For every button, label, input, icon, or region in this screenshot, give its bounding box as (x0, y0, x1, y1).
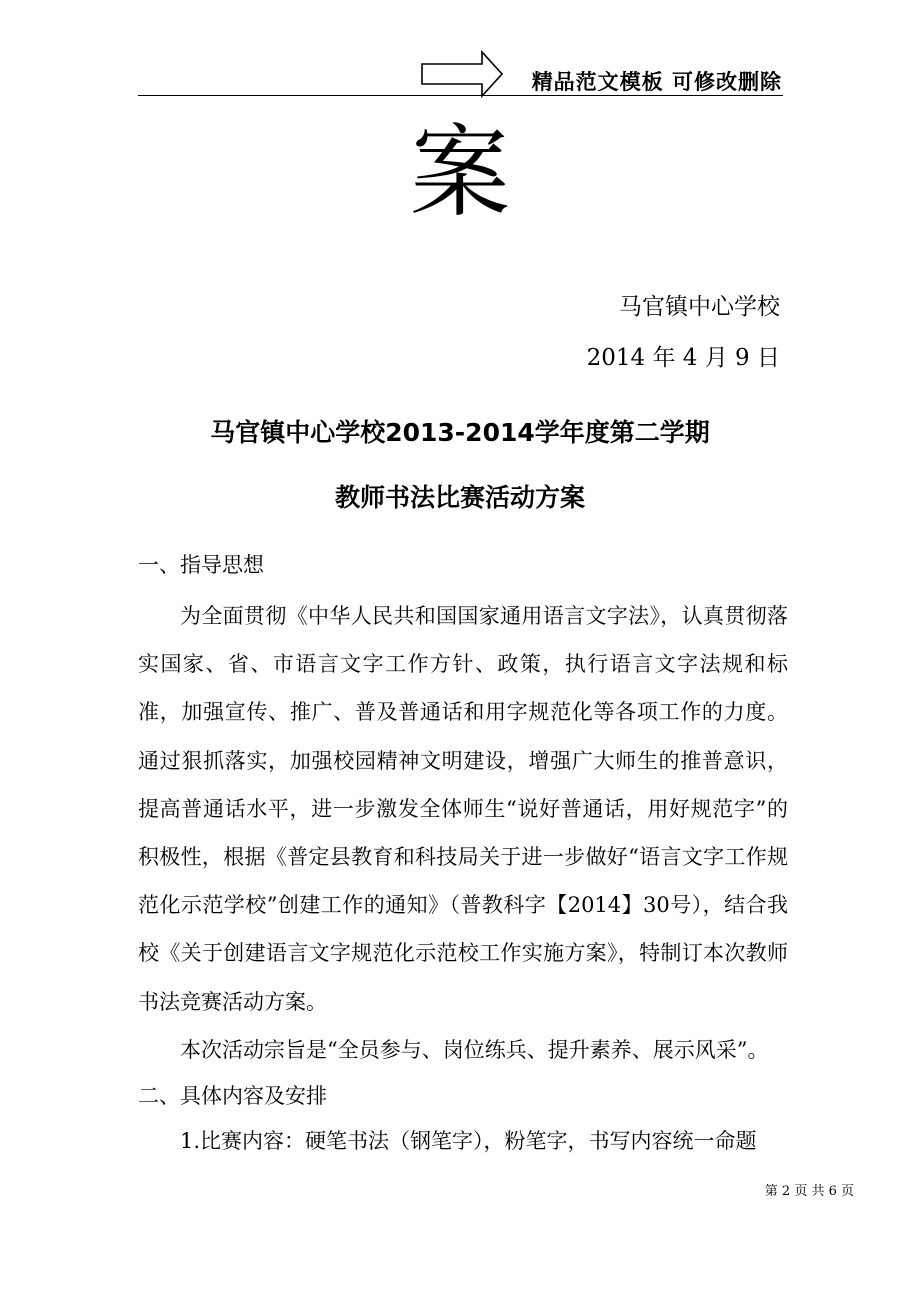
section1-body (138, 592, 788, 1074)
right-arrow-outline-icon (420, 50, 504, 98)
section-heading-guiding-ideology: 一、指导思想 (138, 553, 264, 577)
paragraph: 本次活动宗旨是“全员参与、岗位练兵、提升素养、展示风采”。 (180, 1037, 769, 1062)
header-label: 精品范文模板 可修改删除 (531, 70, 782, 94)
document-title-line2: 教师书法比赛活动方案 (334, 483, 585, 512)
list-item: 1.比赛内容：硬笔书法（钢笔字），粉笔字，书写内容统一命题 (180, 1129, 757, 1153)
page-number: 第 2 页 共 6 页 (764, 1184, 854, 1199)
paragraph: 为全面贯彻《中华人民共和国国家通用语言文字法》，认真贯彻落实国家、省、市语言文字工作方针、政策，执行语言文字法规和标准，加强宣传、推广、普及普通话和用字规范化等各项工作的力度。通过狠抓落实，加强校园精神文明建设，增强广大师生的推普意识，提高普通话水平，进一步激发全体师生“说好普通话，用好规范字”的积极性，根据《普定县教育和科技局关于进一步做好“语言文字工作规范化示范学校”创建工作的通知》（普教科字【2014】30号），结合我校《关于创建语言文字规范化示范校工作实施方案》，特制订本次教师书法竞赛活动方案。 (138, 604, 788, 1014)
section-heading-content-arrangement: 二、具体内容及安排 (138, 1084, 327, 1108)
signature-org: 马官镇中心学校 (619, 294, 780, 320)
header-divider (138, 95, 783, 96)
large-character: 案 (410, 114, 510, 231)
signature-date: 2014 年 4 月 9 日 (586, 345, 780, 371)
document-title-line1: 马官镇中心学校2013-2014学年度第二学期 (210, 418, 710, 447)
